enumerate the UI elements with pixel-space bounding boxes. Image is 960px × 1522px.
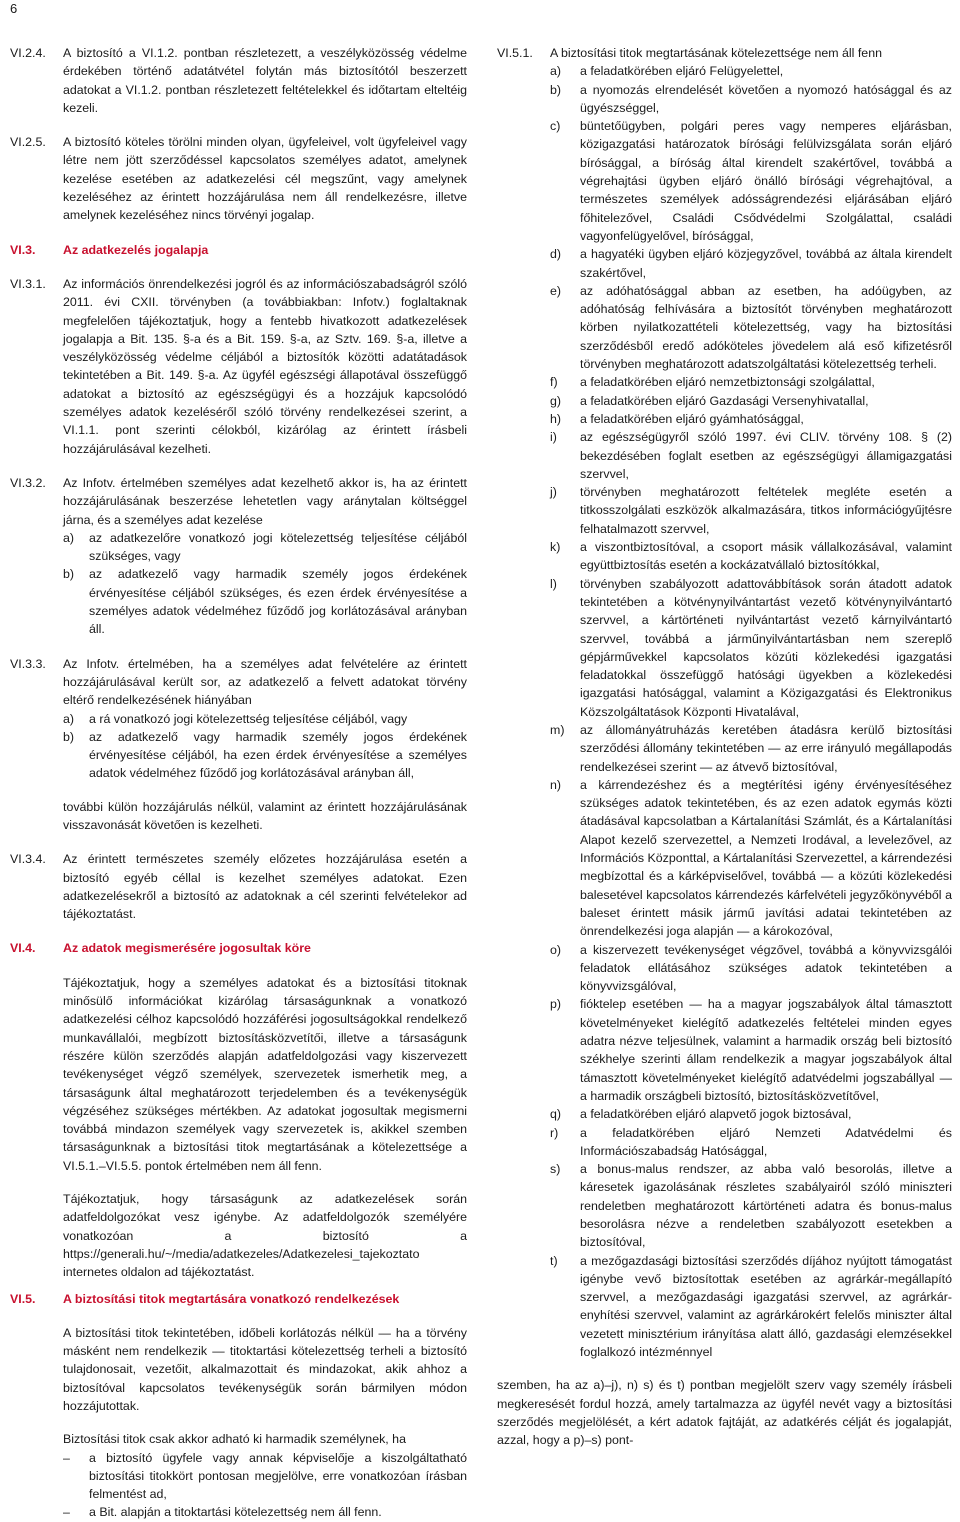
list-item xyxy=(550,428,952,483)
item-text: a feladatkörében eljáró Nemzeti Adatvédelmi és Információszabadság Hatósággal, xyxy=(580,1125,952,1158)
list-item xyxy=(550,1105,952,1123)
item-text: fióktelep esetében — ha a magyar jogszabályok által támasztott követelményeket kielégítő adatkezelés feltételei minden egyes adatra nézve teljesülnek, valamint a harmadik ország beli biztosító székhelye szerinti állam rendelkezik a magyar jogszabályok által támasztott követelményeket kielégítő adatvédelmi jogszabállyal — a harmadik országbeli biztosító, biztosításközvetítővel, xyxy=(580,997,952,1103)
paragraph: A biztosítási titok tekintetében, időbeli korlátozás nélkül — ha a törvény másként nem rendelkezik — titoktartási kötelezettség terheli a biztosító tulajdonosait, vezetőit, alkalmazottait és mindazokat, akik ahhoz a biztosítóval kapcsolatos tevékenységük során bármilyen módon hozzájutottak. xyxy=(63,1325,467,1413)
list-item xyxy=(63,1449,467,1504)
heading-number: VI.4. xyxy=(10,941,36,956)
list-item xyxy=(63,710,467,728)
item-label: m) xyxy=(550,722,565,737)
item-text: a kiszervezett tevékenységet végzővel, továbbá a könyvvizsgálói feladatok ellátásához szükséges adatok tekintetében a könyvvizsgálóval, xyxy=(580,942,952,994)
list-item xyxy=(550,941,952,996)
section-number: VI.3.4. xyxy=(10,852,46,867)
list-item xyxy=(550,1252,952,1362)
item-list xyxy=(550,62,952,1361)
item-text: a bonus-malus rendszer, az abba való besorolás, illetve a káresetek igazolásának részletes szabályairól szóló miniszteri rendeletben meghatározott kártörténeti adatra és bonus-malus besorolásra nézve a rendeletben szabályozott esetekben a biztosítóval, xyxy=(580,1162,952,1250)
item-text: a viszontbiztosítóval, a csoport másik vállalkozásával, valamint együttbiztosítás esetén a kockázatvállaló biztosítókkal, xyxy=(580,540,952,573)
item-label: h) xyxy=(550,411,562,426)
section-continuation: szemben, ha az a)–j), n) s) és t) pontban megjelölt szerv vagy személy írásbeli megkeresését fordul hozzá, amely tartalmazza az ügyfél nevét vagy a biztosítási szerződés megjelölését, a kért adatok fajtáját, az adatkérés célját és jogalapját, azzal, hogy a p)–s) pont- xyxy=(497,1378,952,1448)
item-label: b) xyxy=(550,82,562,97)
item-label: r) xyxy=(550,1125,559,1140)
item-text: törvényben meghatározott feltételek megléte esetén a titkosszolgálati eszközök alkalmazására, titkos információgyűjtésre felhatalmazott szervvel, xyxy=(580,485,952,536)
section-number: VI.5.1. xyxy=(497,46,533,60)
list-item xyxy=(63,1503,467,1521)
item-list xyxy=(63,529,467,639)
item-label: b) xyxy=(63,567,75,582)
list-item xyxy=(550,245,952,282)
list-item xyxy=(550,392,952,410)
list-item xyxy=(550,538,952,575)
item-label: c) xyxy=(550,119,561,134)
item-text: büntetőügyben, polgári peres vagy nemperes eljárásban, közigazgatási határozatok bírósági felülvizsgálata során eljáró bírósággal, a bíróság által kirendelt szakértővel, továbbá a végrehajtási ügyben eljáró önálló bírósági végrehajtóval, a természetes személyek adósságrendezési eljárásában eljáró főhitelezővel, Családi Csődvédelmi Szolgálattal, családi vagyonfelügyelővel, bírósággal, xyxy=(580,119,952,243)
item-text: a mezőgazdasági biztosítási szerződés díjához nyújtott támogatást igénybe vevő biztosítottak esetében az agrárkár-megállapító szervvel, a mezőgazdasági igazgatási szervvel, az agrárkár-enyhítési szervvel, valamint az agrárkárokért felelős miniszter által vezetett minisztérium irányítása alatt álló, gazdasági elemzésekkel foglalkozó intézménnyel xyxy=(580,1253,952,1360)
section-number: VI.3.3. xyxy=(10,656,46,671)
item-label: p) xyxy=(550,997,562,1012)
paragraph: Tájékoztatjuk, hogy a személyes adatokat és a biztosítási titoknak minősülő információkat kizárólag társaságunknak a vonatkozó adatkezelési célhoz kapcsolódó hozzáférési jogosultságokkal rendelkező munkavállalói, megbízott biztosításközvetítői, illetve a társaságunk részére külön szerződés alapján adatfeldolgozási vagy kiszervezett tevékenységet végző személyek, szervezetek ismerhetik meg, a társaságunk által meghatározott terjedelemben és a tevékenységük végzéséhez szükséges mértékben. Az adatokat jogosultak megismerni továbbá mindazon személyek vagy szervezetek is, akikkel szemben társaságunknak a biztosítási titok megtartásának a kötelezettsége a VI.5.1.–VI.5.5. pontok értelmében nem áll fenn. xyxy=(63,975,467,1173)
list-item xyxy=(550,995,952,1105)
list-item xyxy=(63,728,467,783)
item-label: s) xyxy=(550,1162,561,1177)
item-text: törvényben szabályozott adattovábbítások során átadott adatok tekintetében a kötvénynyilvántartást vezető kötvénynyilvántartó szervvel, a kártörténeti nyilvántartást vezető kárnyilvántartó szervvel, továbbá a járműnyilvántartásban nem szereplő gépjárművekkel kapcsolatos közúti közlekedési igazgatási feladatokkal összefüggő hatósági ügyekben a közlekedési igazgatási hatósággal, valamint a Közigazgatási és Elektronikus Közszolgáltatások Központi Hivatalával, xyxy=(580,576,952,719)
item-label: n) xyxy=(550,777,562,792)
section-text: Az érintett természetes személy előzetes hozzájárulása esetén a biztosító egyéb céllal is kezelhet személyes adatokat. Ezen adatkezelésekről a biztosító az adatoknak a cél szerinti felvételekor ad tájékoztatást. xyxy=(63,852,467,922)
section-number: VI.2.4. xyxy=(10,46,46,60)
item-text: a hagyatéki ügyben eljáró közjegyzővel, továbbá az általa kirendelt szakértővel, xyxy=(580,247,952,280)
item-text: a feladatkörében eljáró nemzetbiztonsági szolgálattal, xyxy=(580,375,875,390)
item-text: a feladatkörében eljáró alapvető jogok biztosával, xyxy=(580,1107,852,1122)
list-item xyxy=(550,721,952,776)
section-number: VI.3.2. xyxy=(10,475,46,490)
heading-vi-5 xyxy=(10,1290,467,1308)
item-label: g) xyxy=(550,393,562,408)
section-vi-3-4 xyxy=(10,850,467,923)
section-intro: Az Infotv. értelmében személyes adat kezelhető akkor is, ha az érintett hozzájárulásának beszerzése lehetetlen vagy aránytalan költséggel járna, és a személyes adat kezelése xyxy=(63,475,467,527)
section-outro: további külön hozzájárulás nélkül, valamint az érintett hozzájárulásának visszavonását követően is kezelheti. xyxy=(63,799,467,832)
heading-title: A biztosítási titok megtartására vonatkozó rendelkezések xyxy=(63,1291,400,1306)
section-vi-5-1 xyxy=(497,44,952,1361)
item-text: az adatkezelő vagy harmadik személy jogos érdekének érvényesítése céljából, ha ezen érdek érvényesítése a személyes adatok védelméhez fűződő jog korlátozásával arányban áll, xyxy=(89,729,467,781)
item-text: az adatkezelőre vonatkozó jogi kötelezettség teljesítése céljából szükséges, vagy xyxy=(89,530,467,564)
list-item xyxy=(550,483,952,538)
item-label: j) xyxy=(550,485,557,500)
heading-number: VI.5. xyxy=(10,1291,36,1306)
section-vi-3-2 xyxy=(10,474,467,639)
item-text: a Bit. alapján a titoktartási kötelezettség nem áll fenn. xyxy=(89,1505,382,1520)
item-text: az adatkezelő vagy harmadik személy jogos érdekének érvényesítése céljából szükséges, és ezen érdek érvényesítése a személyes adatok védelméhez fűződő jog korlátozásával arányban áll. xyxy=(89,567,467,637)
section-intro: Az Infotv. értelmében, ha a személyes adat felvételére az érintett hozzájárulásával került sor, az adatkezelő a felvett adatokat törvény eltérő rendelkezésének hiányában xyxy=(63,656,467,708)
item-label: f) xyxy=(550,375,558,390)
dash-bullet: – xyxy=(63,1450,70,1465)
heading-number: VI.3. xyxy=(10,242,36,257)
section-intro: A biztosítási titok megtartásának kötelezettsége nem áll fenn xyxy=(550,46,882,60)
dash-bullet: – xyxy=(63,1505,70,1520)
heading-title: Az adatkezelés jogalapja xyxy=(63,242,209,257)
section-text: A biztosító a VI.1.2. pontban részletezett, a veszélyközösség védelme érdekében történő adatátvétel folytán más biztosítótól beszerzett adatokat a VI.1.2. pontban részletezett feltételekkel és időtartam elteltéig kezeli. xyxy=(63,46,467,115)
heading-title: Az adatok megismerésére jogosultak köre xyxy=(63,941,311,956)
list-item xyxy=(550,1160,952,1251)
item-text: a feladatkörében eljáró Felügyelettel, xyxy=(580,64,784,79)
list-item xyxy=(550,373,952,391)
item-label: q) xyxy=(550,1107,562,1122)
item-text: a biztosító ügyfele vagy annak képviselője a kiszolgáltatható biztosítási titokkört pontosan megjelölve, erre vonatkozóan írásban felmentést ad, xyxy=(89,1450,467,1502)
item-text: a rá vonatkozó jogi kötelezettség teljesítése céljából, vagy xyxy=(89,711,408,726)
list-item xyxy=(550,81,952,118)
list-item xyxy=(550,776,952,941)
section-number: VI.3.1. xyxy=(10,276,46,291)
section-text: Az információs önrendelkezési jogról és az információszabadságról szóló 2011. évi CXII. törvényben (a továbbiakban: Infotv.) foglaltaknak megfelelően tájékoztatjuk, hogy a fentebb hivatkozott adatkezelések jogalapja a Bit. 135. §-a és a Bit. 159. §-a, az Sztv. 169. §-a, illetve a veszélyközösség védelme céljából a biztosítók közötti adatátadások tekintetében a Bit. 149. §-a. Az ügyfél egészségi állapotával összefüggő adatokat a biztosító az egészségügyi és a hozzájuk kapcsolódó személyes adatok kezeléséről szóló törvény rendelkezései szerint, a VI.1.1. pont szerinti célokból, kizárólag az érintett írásbeli hozzájárulásával kezelheti. xyxy=(63,276,467,456)
heading-vi-4 xyxy=(10,939,467,957)
dash-list xyxy=(63,1449,467,1522)
list-item xyxy=(550,62,952,80)
item-list xyxy=(63,710,467,783)
item-text: a kárrendezéshez és a megtérítési igény érvényesítéséhez szükséges adatok tekintetében, és az ezen adatok egymás közti átadásával kapcsolatban a Kártalanítási Számlát, és a Kártalanítási Alapot kezelő szervezettel, a Nemzeti Irodával, a levelezővel, az Információs Központtal, a Kártalanítási Szervezettel, a kárrendezési megbízottal és a kárképviselővel, továbbá — a közúti közlekedési balesetével kapcsolatos kárrendezés kárfelvételi jegyzőkönyvéből a baleset érintett másik jármű javítási adatai tekintetében az önrendelkezési joga alapján — a károkozóval, xyxy=(580,777,952,939)
list-item xyxy=(550,410,952,428)
list-item xyxy=(550,575,952,721)
item-label: e) xyxy=(550,283,562,298)
list-item xyxy=(550,117,952,245)
section-vi-3-3 xyxy=(10,655,467,835)
left-column xyxy=(10,44,467,1522)
item-text: az egészségügyről szóló 1997. évi CLIV. törvény 108. § (2) bekezdésében foglalt esetben az egészségügyi államigazgatási szervvel, xyxy=(580,430,952,481)
item-text: az adóhatósággal abban az esetben, ha adóügyben, az adóhatóság felhívására a biztosítót törvényben meghatározott körben nyilatkozattételi kötelezettség, vagy ha biztosítási szerződésből eredő adóköteles jövedelem alá eső kifizetésről törvényben meghatározott adatszolgáltatási kötelezettség terheli. xyxy=(580,283,952,372)
item-label: o) xyxy=(550,942,562,957)
item-label: k) xyxy=(550,540,561,555)
section-vi-2-5 xyxy=(10,133,467,224)
right-column xyxy=(497,44,952,1465)
paragraph: Biztosítási titok csak akkor adható ki harmadik személynek, ha xyxy=(63,1432,406,1447)
item-text: a feladatkörében eljáró Gazdasági Versenyhivatallal, xyxy=(580,393,869,408)
item-label: t) xyxy=(550,1253,558,1268)
item-label: l) xyxy=(550,576,557,591)
section-vi-2-4 xyxy=(10,44,467,117)
section-vi-3-1 xyxy=(10,275,467,458)
list-item xyxy=(63,529,467,566)
item-text: a nyomozás elrendelését követően a nyomozó hatósággal és az ügyészséggel, xyxy=(580,82,952,115)
item-label: a) xyxy=(550,64,562,79)
list-item xyxy=(63,565,467,638)
list-item xyxy=(550,1124,952,1161)
list-item xyxy=(550,282,952,373)
heading-vi-3 xyxy=(10,241,467,259)
item-label: a) xyxy=(63,711,75,726)
section-text: A biztosító köteles törölni minden olyan, ügyfeleivel, volt ügyfeleivel vagy létre nem jött szerződéssel kapcsolatos személyes adatot, amelynek kezelése esetében az adatkezelési cél megszűnt, vagy amelynek kezeléséhez az érintett hozzájárulása nem áll rendelkezésre, illetve amelynek kezeléséhez nincs törvényi jogalap. xyxy=(63,135,467,223)
item-text: a feladatkörében eljáró gyámhatósággal, xyxy=(580,411,804,426)
item-label: i) xyxy=(550,430,557,445)
item-text: az állományátruházás keretében átadásra kerülő biztosítási szerződési állomány tekintetében — az erre irányuló megállapodás rendelkezései szerint — az átvevő biztosítóval, xyxy=(580,722,952,774)
item-label: a) xyxy=(63,530,75,545)
paragraph: Tájékoztatjuk, hogy társaságunk az adatkezelések során adatfeldolgozókat vesz igénybe. Az adatfeldolgozók személyére vonatkozóan a biztosító a https://generali.hu/~/media/adatkezeles/Adatkezelesi_tajekoztato internetes oldalon ad tájékoztatást. xyxy=(63,1192,467,1280)
item-label: d) xyxy=(550,247,562,262)
page-number: 6 xyxy=(10,1,18,16)
section-number: VI.2.5. xyxy=(10,135,46,150)
item-label: b) xyxy=(63,729,75,744)
